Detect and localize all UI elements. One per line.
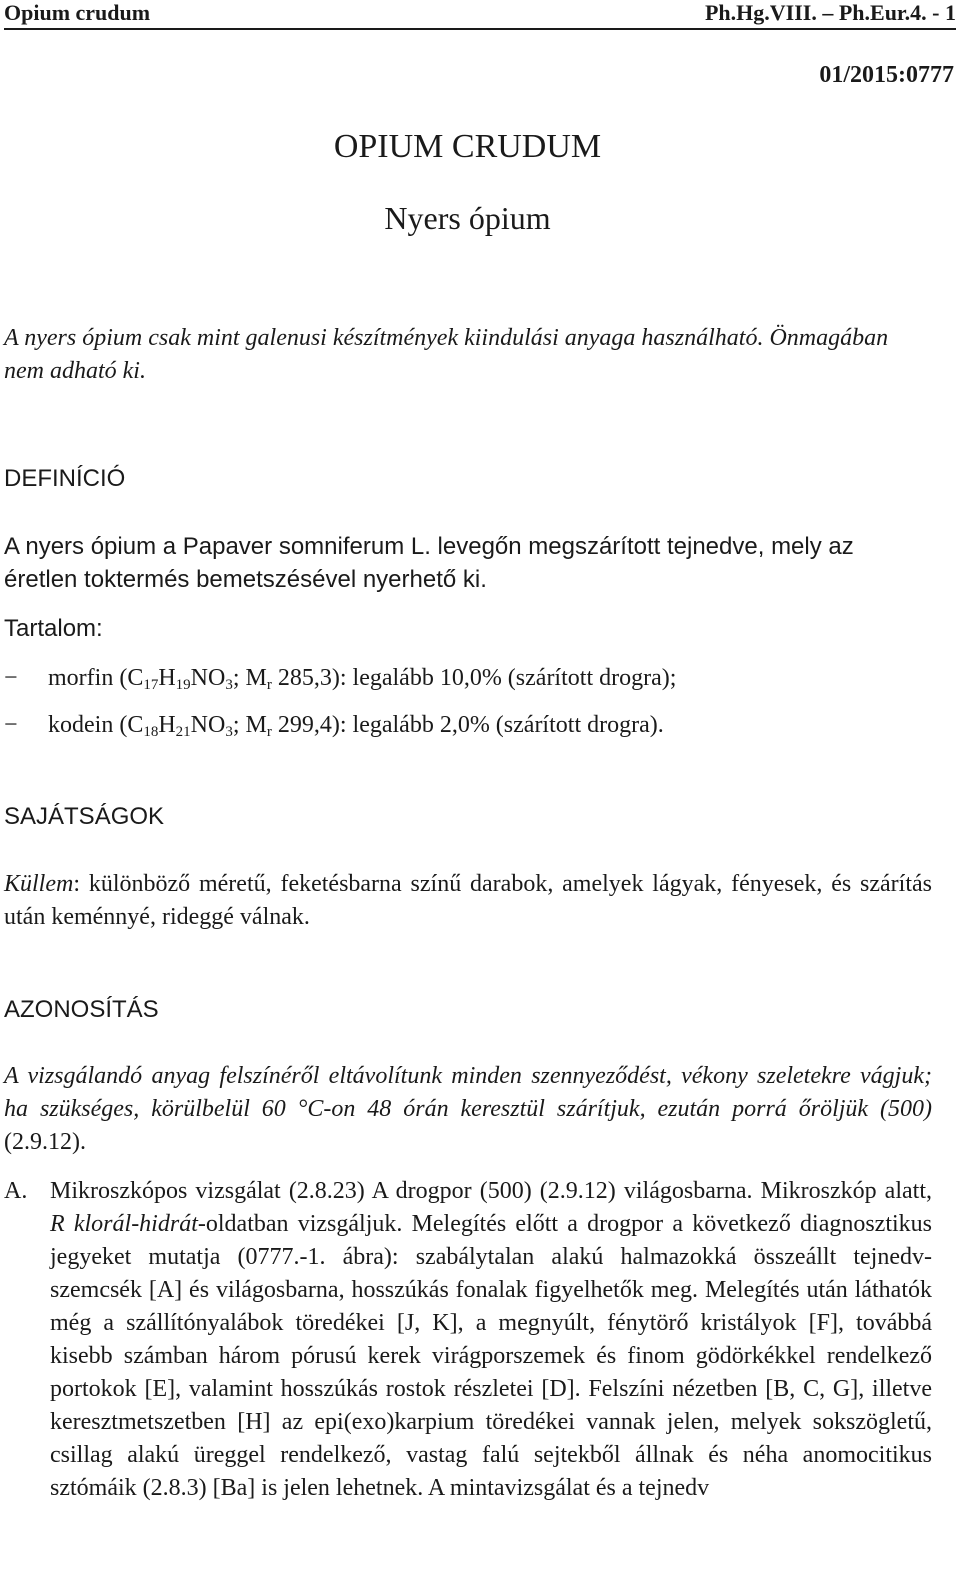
content-item-codeine: − kodein ($C_{18}H_{21}NO_3$; $M_r$ 299,4): legalább 2,0% (szárított drogra).	[4, 712, 664, 740]
definition-heading: DEFINÍCIÓ	[4, 465, 126, 492]
monograph-subtitle: Nyers ópium	[384, 200, 551, 236]
item-a-label: A.	[4, 1178, 28, 1204]
monograph-code: 01/2015:0777	[819, 62, 954, 88]
content-label: Tartalom:	[4, 615, 103, 642]
intro-note: A nyers ópium csak mint galenusi készítmények kiindulási anyaga használható. Önmagában nem adható ki.	[4, 325, 889, 384]
identification-heading: AZONOSÍTÁS	[4, 996, 159, 1023]
page-header	[4, 0, 956, 30]
properties-heading: SAJÁTSÁGOK	[4, 803, 165, 830]
appearance-label: Küllem	[4, 871, 74, 897]
monograph-title: OPIUM CRUDUM	[333, 128, 602, 165]
content-item-morphine: − morfin ($C_{17}H_{19}NO_3$; $M_r$ 285,3): legalább 10,0% (szárított drogra);	[4, 665, 677, 693]
identification-intro: A vizsgálandó anyag felszínéről eltávolítunk minden szennyeződést, vékony szeletekre vágjuk; ha szükséges, körülbelül 60 °C-on 48 órán keresztül szárítjuk, ezután porrá őröljük (500) (2.9.12).	[4, 1063, 932, 1155]
list-dash: −	[4, 712, 18, 738]
header-right: Ph.Hg.VIII. – Ph.Eur.4. - 1	[704, 0, 956, 25]
list-dash: −	[4, 665, 18, 691]
item-a-text: Mikroszkópos vizsgálat (2.8.23) A drogpor (500) (2.9.12) világosbarna. Mikroszkóp alatt, R klorál-hidrát-oldatban vizsgáljuk. Melegítés előtt a drogpor a következő diagnosztikus jegyeket mutatja (0777.-1. ábra): szabálytalan alakú halmazokká összeállt tejnedv-szemcsék [A] és világosbarna, hosszúkás fonalak figyelhetők meg. Melegítés után láthatók még a szállítónyalábok töredékei [J, K], a megnyúlt, fénytörő kristályok [F], továbbá kisebb számban három pórusú kerek virágporszemek és finom gödörkékkel rendelkező portokok [E], valamint hosszúkás rostok részletei [D]. Felszíni nézetben [B, C, G], illetve keresztmetszetben [H] az epi(exo)karpium töredékei vannak jelen, melyek sokszögletű, csillag alakú üreggel rendelkező, vastag falú sejtekből állnak és néha anomocitikus sztómáik (2.8.3) [Ba] is jelen lehetnek. A mintavizsgálat és a tejnedv	[50, 1178, 933, 1501]
identification-item-a	[4, 1175, 932, 1505]
header-left: Opium crudum	[4, 0, 151, 25]
properties-text: Küllem: különböző méretű, feketésbarna színű darabok, amelyek lágyak, fényesek, és szárítás után keménnyé, rideggé válnak.	[4, 871, 932, 930]
definition-text: A nyers ópium a Papaver somniferum L. levegőn megszárított tejnedve, mely az éretlen toktermés bemetszésével nyerhető ki.	[4, 533, 854, 593]
